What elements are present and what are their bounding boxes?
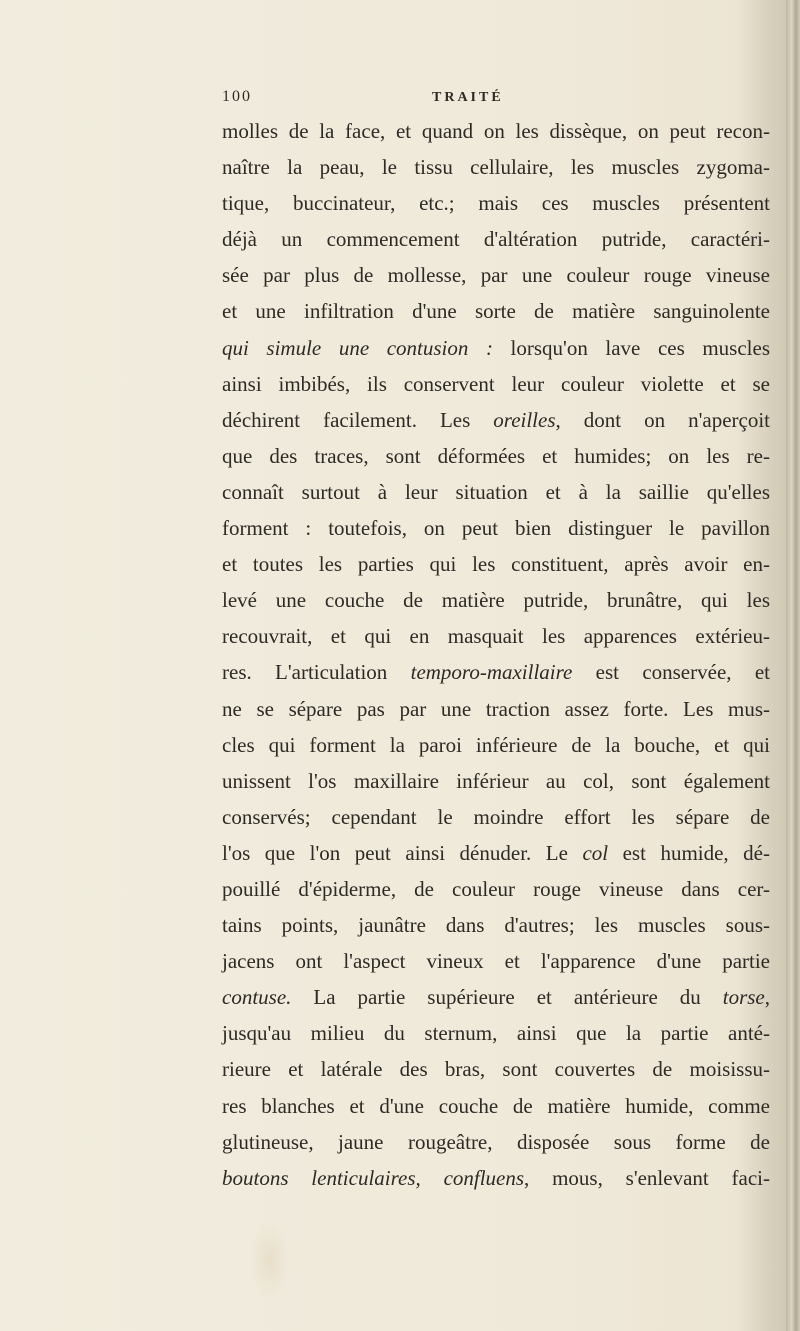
text-line — [222, 691, 770, 727]
text-segment: res blanches et d'une couche de matière humide, comme — [222, 1093, 770, 1118]
text-line — [222, 402, 770, 438]
text-line — [222, 1051, 770, 1087]
text-segment: rieure et latérale des bras, sont couvertes de moisissu- — [222, 1057, 770, 1082]
page-number: 100 — [222, 88, 252, 105]
text-line — [222, 1124, 770, 1160]
text-line — [222, 221, 770, 257]
body-text — [222, 113, 770, 1196]
text-line — [222, 293, 770, 329]
text-line — [222, 366, 770, 402]
text-segment: forment : toutefois, on peut bien distinguer le pavillon — [222, 516, 770, 541]
text-segment: sée par plus de mollesse, par une couleur rouge vineuse — [222, 263, 770, 288]
italic-segment: oreilles — [493, 407, 556, 432]
text-segment: est conservée, et — [572, 660, 770, 685]
text-line — [222, 113, 770, 149]
text-segment: tique, buccinateur, etc.; mais ces muscles présentent — [222, 191, 770, 216]
text-segment: déchirent facilement. Les — [222, 407, 494, 432]
text-line — [222, 185, 770, 221]
text-segment: jusqu'au milieu du sternum, ainsi que la partie anté- — [222, 1021, 770, 1046]
text-segment: lorsqu'on lave ces muscles — [492, 335, 770, 360]
text-segment: levé une couche de matière putride, brunâtre, qui les — [222, 588, 770, 613]
text-segment: recouvrait, et qui en masquait les apparences extérieu- — [222, 624, 770, 649]
text-line — [222, 799, 770, 835]
text-line — [222, 149, 770, 185]
text-segment: conservés; cependant le moindre effort les sépare de — [222, 804, 770, 829]
text-line — [222, 763, 770, 799]
text-segment: ainsi imbibés, ils conservent leur couleur violette et se — [222, 371, 770, 396]
text-segment: , mous, s'enlevant faci- — [524, 1165, 770, 1190]
text-line — [222, 582, 770, 618]
italic-segment: qui simule une contusion : — [222, 335, 493, 360]
text-line — [222, 727, 770, 763]
italic-segment: col — [582, 840, 609, 865]
text-line — [222, 871, 770, 907]
text-line — [222, 510, 770, 546]
text-segment: tains points, jaunâtre dans d'autres; les muscles sous- — [222, 913, 770, 938]
text-segment: pouillé d'épiderme, de couleur rouge vineuse dans cer- — [222, 876, 770, 901]
text-segment: déjà un commencement d'altération putride, caractéri- — [222, 227, 770, 252]
text-segment: est humide, dé- — [608, 840, 771, 865]
italic-segment: confluens — [443, 1165, 525, 1190]
italic-segment: torse — [722, 985, 765, 1010]
text-line — [222, 257, 770, 293]
text-segment: et une infiltration d'une sorte de matière sanguinolente — [222, 299, 770, 324]
text-segment: cles qui forment la paroi inférieure de la bouche, et qui — [222, 732, 770, 757]
text-line — [222, 1015, 770, 1051]
text-line — [222, 943, 770, 979]
text-segment: unissent l'os maxillaire inférieur au col, sont également — [222, 768, 770, 793]
running-title: TRAITÉ — [432, 90, 504, 105]
text-line — [222, 835, 770, 871]
text-segment: jacens ont l'aspect vineux et l'apparence d'une partie — [222, 949, 770, 974]
text-segment: , — [764, 985, 770, 1010]
italic-segment: temporo-maxillaire — [410, 660, 573, 685]
text-line — [222, 1088, 770, 1124]
text-segment: La partie supérieure et antérieure du — [291, 985, 723, 1010]
paper-stain — [250, 1220, 290, 1300]
text-line — [222, 474, 770, 510]
text-segment: naître la peau, le tissu cellulaire, les muscles zygoma- — [222, 155, 770, 180]
page-edge — [786, 0, 800, 1331]
text-segment — [421, 1166, 444, 1190]
text-segment: glutineuse, jaune rougeâtre, disposée sous forme de — [222, 1129, 770, 1154]
text-line — [222, 438, 770, 474]
text-line — [222, 907, 770, 943]
text-segment: , dont on n'aperçoit — [555, 407, 770, 432]
text-line — [222, 618, 770, 654]
text-line — [222, 979, 770, 1015]
text-segment: et toutes les parties qui les constituent, après avoir en- — [222, 552, 770, 577]
text-segment: ne se sépare pas par une traction assez forte. Les mus- — [222, 696, 770, 721]
italic-segment: boutons lenticulaires, — [222, 1165, 421, 1190]
text-segment: molles de la face, et quand on les dissèque, on peut recon- — [222, 119, 770, 143]
italic-segment: contuse. — [222, 985, 292, 1010]
text-line — [222, 546, 770, 582]
text-segment: res. L'articulation — [222, 660, 411, 685]
text-segment: que des traces, sont déformées et humides; on les re- — [222, 443, 770, 468]
text-line — [222, 330, 770, 366]
text-line — [222, 654, 770, 690]
text-segment: connaît surtout à leur situation et à la saillie qu'elles — [222, 479, 770, 504]
text-line — [222, 1160, 770, 1196]
text-segment: l'os que l'on peut ainsi dénuder. Le — [222, 840, 583, 865]
